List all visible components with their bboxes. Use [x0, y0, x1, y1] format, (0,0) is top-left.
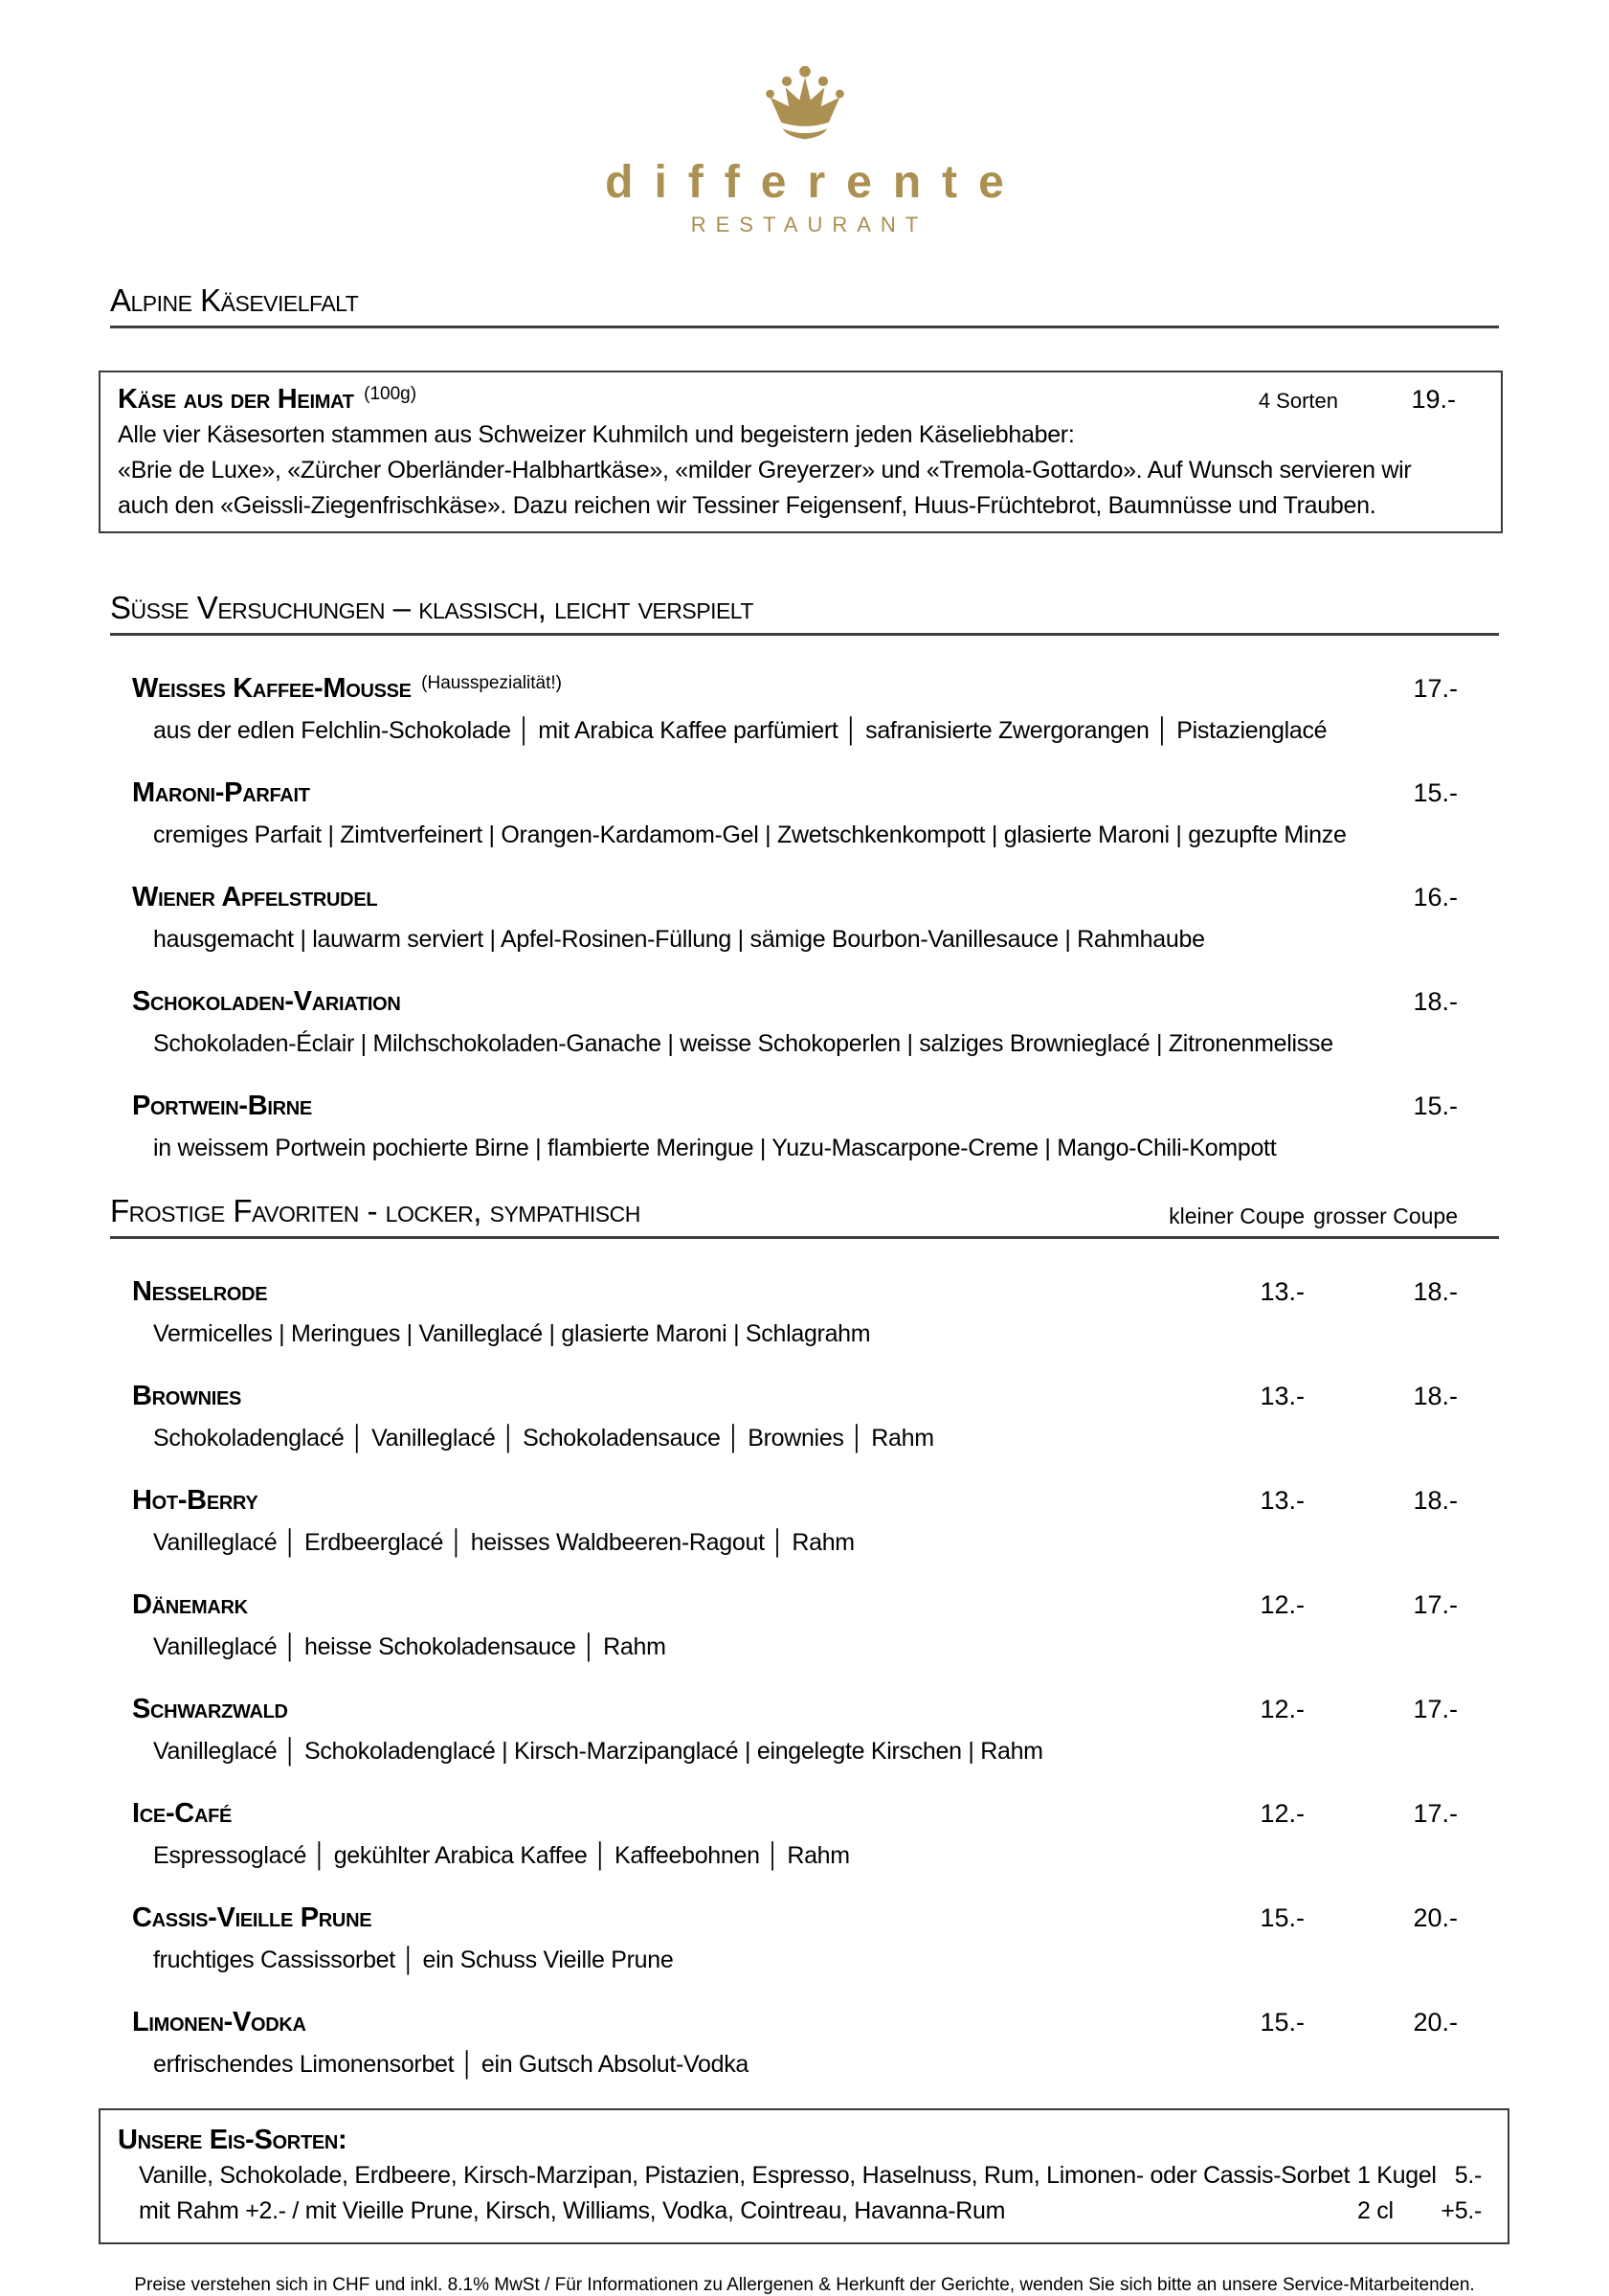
- unit-price: 5.-: [1454, 2162, 1482, 2189]
- item-description: Vermicelles | Meringues | Vanilleglacé | glasierte Maroni | Schlagrahm: [153, 1320, 871, 1347]
- menu-item: [110, 1587, 1509, 1662]
- item-description: erfrischendes Limonensorbet │ ein Gutsch Absolut-Vodka: [153, 2051, 749, 2078]
- item-description: in weissem Portwein pochierte Birne | flambierte Meringue | Yuzu-Mascarpone-Creme | Mango-Chili-Kompott: [153, 1135, 1277, 1161]
- item-price-large-coupe: 18.-: [1413, 1486, 1458, 1515]
- item-name: Hot-Berry: [132, 1485, 258, 1516]
- item-price-small-coupe: 13.-: [1260, 1277, 1305, 1306]
- item-name: Limonen-Vodka: [132, 2007, 306, 2037]
- item-description: Vanilleglacé │ Schokoladenglacé | Kirsch-Marzipanglacé | eingelegte Kirschen | Rahm: [153, 1738, 1043, 1765]
- section-heading-row: [110, 281, 1499, 328]
- menu-item: [110, 983, 1509, 1059]
- section-glace: [110, 1192, 1509, 2080]
- item-price-large-coupe: 18.-: [1413, 1382, 1458, 1410]
- item-description: Schokoladen-Éclair | Milchschokoladen-Ganache | weisse Schokoperlen | salziges Brownieglacé | Zitronenmelisse: [153, 1030, 1333, 1057]
- menu-item: [110, 1088, 1509, 1163]
- item-annotation: (100g): [364, 384, 417, 404]
- menu-content: [110, 281, 1509, 2244]
- unit-label: 1 Kugel: [1357, 2162, 1437, 2189]
- item-description-line: auch den «Geissli-Ziegenfrischkäse». Dazu reichen wir Tessiner Feigensenf, Huus-Früchtebrot, Baumnüsse und Trauben.: [118, 492, 1376, 519]
- item-price-large-coupe: 17.-: [1413, 1799, 1458, 1828]
- restaurant-logo: [0, 0, 1609, 237]
- item-description: Espressoglacé │ gekühlter Arabica Kaffee │ Kaffeebohnen │ Rahm: [153, 1842, 850, 1869]
- menu-item: [110, 2004, 1509, 2080]
- item-price: 19.-: [1411, 385, 1456, 414]
- item-price: 18.-: [1413, 987, 1458, 1016]
- section-title: Süsse Versuchungen – klassisch, leicht verspielt: [110, 590, 753, 625]
- section-title: Alpine Käsevielfalt: [110, 282, 359, 318]
- price-column-labels: [1151, 1202, 1499, 1230]
- ice-cream-flavours-box: [99, 2108, 1509, 2244]
- column-label-small-coupe: kleiner Coupe: [1169, 1204, 1305, 1228]
- item-price: 15.-: [1413, 1092, 1458, 1120]
- box-title: Unsere Eis-Sorten:: [118, 2125, 347, 2155]
- item-price: 17.-: [1413, 674, 1458, 703]
- item-description: Vanilleglacé │ heisse Schokoladensauce │ Rahm: [153, 1633, 666, 1660]
- ice-cream-row: [118, 2194, 1482, 2229]
- item-name: Nesselrode: [132, 1276, 268, 1307]
- item-name: Dänemark: [132, 1589, 248, 1620]
- menu-item: [110, 775, 1509, 850]
- item-price-small-coupe: 12.-: [1260, 1695, 1305, 1723]
- logo-subtitle: RESTAURANT: [690, 213, 928, 236]
- item-price-large-coupe: 20.-: [1413, 2008, 1458, 2037]
- item-price: 15.-: [1413, 778, 1458, 807]
- item-description: cremiges Parfait | Zimtverfeinert | Orangen-Kardamom-Gel | Zwetschkenkompott | glasierte Maroni | gezupfte Minze: [153, 822, 1347, 848]
- cheese-offer-box: [99, 371, 1503, 533]
- item-price: 16.-: [1413, 883, 1458, 912]
- glace-items: [110, 1273, 1509, 2080]
- item-price-small-coupe: 12.-: [1260, 1799, 1305, 1828]
- item-description: Schokoladenglacé │ Vanilleglacé │ Schokoladensauce │ Brownies │ Rahm: [153, 1425, 934, 1452]
- item-description-line: «Brie de Luxe», «Zürcher Oberländer-Halbhartkäse», «milder Greyerzer» und «Tremola-Gottardo». Auf Wunsch servieren wir: [118, 457, 1412, 484]
- menu-item: [110, 1378, 1509, 1453]
- item-price-small-coupe: 15.-: [1260, 1903, 1305, 1932]
- unit-price: +5.-: [1441, 2197, 1482, 2224]
- portion-note: 4 Sorten: [1258, 389, 1338, 413]
- item-price-small-coupe: 13.-: [1260, 1486, 1305, 1515]
- item-annotation: (Hausspezialität!): [421, 673, 562, 693]
- unit-label: 2 cl: [1357, 2197, 1394, 2224]
- section-desserts: [110, 589, 1509, 1163]
- section-heading-row: [110, 1192, 1499, 1239]
- item-price-large-coupe: 17.-: [1413, 1695, 1458, 1723]
- item-description: aus der edlen Felchlin-Schokolade │ mit Arabica Kaffee parfümiert │ safranisierte Zwergorangen │ Pistazienglacé: [153, 717, 1328, 744]
- section-heading-row: [110, 589, 1499, 636]
- supplement-list: mit Rahm +2.- / mit Vieille Prune, Kirsch, Williams, Vodka, Cointreau, Havanna-Rum: [139, 2197, 1006, 2224]
- item-name: Cassis-Vieille Prune: [132, 1902, 372, 1933]
- menu-item: [110, 1482, 1509, 1558]
- item-name: Brownies: [132, 1381, 242, 1411]
- item-price-small-coupe: 12.-: [1260, 1590, 1305, 1619]
- legal-footer: Preise verstehen sich in CHF und inkl. 8.1% MwSt / Für Informationen zu Allergenen & Herkunft der Gerichte, wenden Sie sich bitte an unsere Service-Mitarbeitenden.: [134, 2275, 1475, 2295]
- item-name: Wiener Apfelstrudel: [132, 882, 378, 912]
- item-description: fruchtiges Cassissorbet │ ein Schuss Vieille Prune: [153, 1947, 674, 1973]
- item-name: Schokoladen-Variation: [132, 986, 401, 1017]
- item-price-small-coupe: 13.-: [1260, 1382, 1305, 1410]
- crown-logo-icon: [756, 54, 854, 149]
- item-price-large-coupe: 20.-: [1413, 1903, 1458, 1932]
- item-name: Weisses Kaffee-Mousse: [132, 673, 412, 704]
- item-price-large-coupe: 18.-: [1413, 1277, 1458, 1306]
- item-description-line: Alle vier Käsesorten stammen aus Schweizer Kuhmilch und begeistern jeden Käseliebhaber:: [118, 421, 1075, 448]
- section-cheese: [110, 281, 1509, 533]
- menu-item: [110, 1900, 1509, 1975]
- item-description: hausgemacht | lauwarm serviert | Apfel-Rosinen-Füllung | sämige Bourbon-Vanillesauce | Rahmhaube: [153, 926, 1205, 953]
- item-name: Portwein-Birne: [132, 1091, 312, 1121]
- menu-item: [110, 670, 1509, 746]
- menu-item: [110, 1691, 1509, 1767]
- item-name: Schwarzwald: [132, 1694, 288, 1724]
- logo-wordmark: differente: [605, 157, 1025, 208]
- column-label-large-coupe: grosser Coupe: [1313, 1204, 1458, 1228]
- section-title: Frostige Favoriten - locker, sympathisch: [110, 1193, 640, 1228]
- item-description: Vanilleglacé │ Erdbeerglacé │ heisses Waldbeeren-Ragout │ Rahm: [153, 1529, 855, 1556]
- item-name: Ice-Café: [132, 1798, 233, 1829]
- menu-item: [110, 1795, 1509, 1871]
- item-name: Maroni-Parfait: [132, 777, 310, 808]
- dessert-items: [110, 670, 1509, 1163]
- ice-cream-row: [118, 2158, 1482, 2194]
- item-name: Käse aus der Heimat: [118, 384, 354, 415]
- cheese-title-row: [118, 384, 1456, 416]
- item-price-small-coupe: 15.-: [1260, 2008, 1305, 2037]
- menu-item: [110, 879, 1509, 955]
- flavour-list: Vanille, Schokolade, Erdbeere, Kirsch-Marzipan, Pistazien, Espresso, Haselnuss, Rum, Limonen- oder Cassis-Sorbet: [139, 2162, 1351, 2189]
- item-price-large-coupe: 17.-: [1413, 1590, 1458, 1619]
- menu-item: [110, 1273, 1509, 1349]
